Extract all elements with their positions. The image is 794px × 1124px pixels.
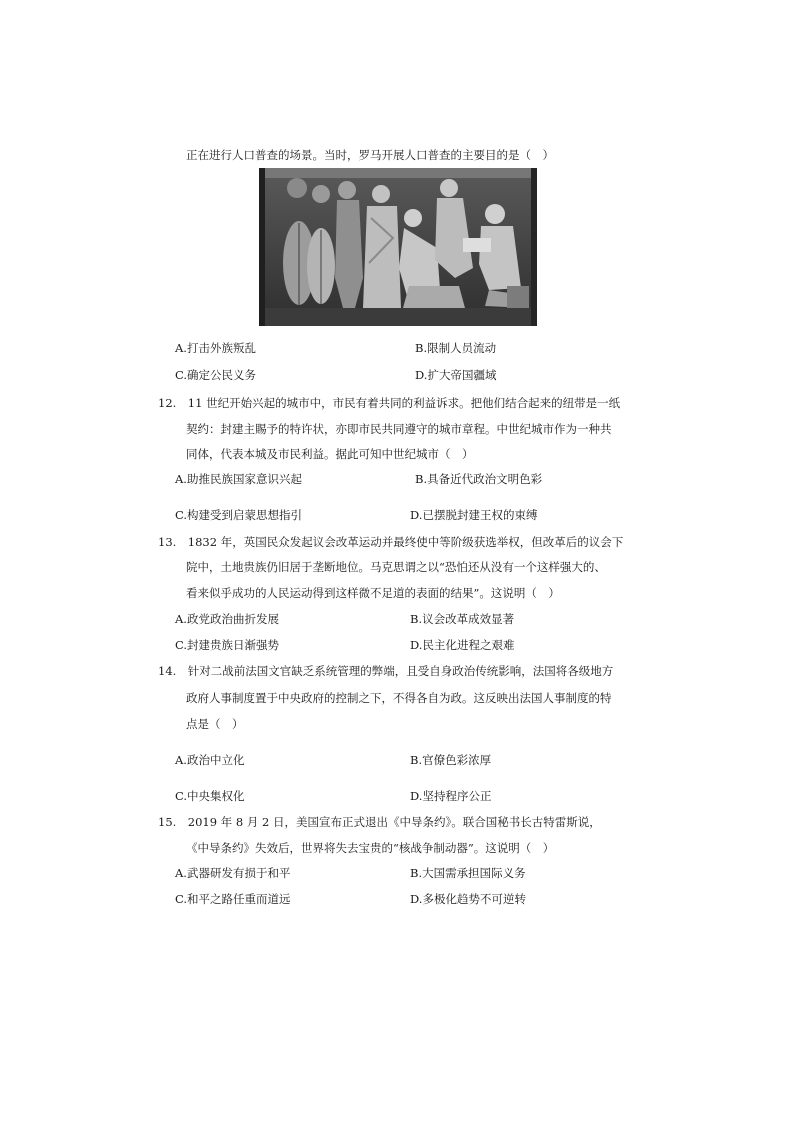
q13-stem-line2: 院中，土地贵族仍旧居于垄断地位。马克思谓之以“恐怕还从没有一个这样强大的、 [186,560,606,574]
q12-option-b: B.具备近代政治文明色彩 [415,472,543,486]
roman-census-relief-icon [259,168,537,326]
q13-stem-line3: 看来似乎成功的人民运动得到这样微不足道的表面的结果”。这说明（ ） [186,586,560,600]
q15-option-c: C.和平之路任重而道远 [175,892,291,906]
q12-option-c: C.构建受到启蒙思想指引 [175,508,303,522]
q12-option-d: D.已摆脱封建王权的束缚 [410,508,538,522]
q14-option-a: A.政治中立化 [175,753,245,767]
q11-option-d: D.扩大帝国疆域 [415,368,497,382]
q13-option-a: A.政党政治曲折发展 [175,612,279,626]
q12-stem-line1: 12. 11 世纪开始兴起的城市中，市民有着共同的利益诉求。把他们结合起来的纽带是一纸 [158,396,621,410]
q11-option-c: C.确定公民义务 [175,368,257,382]
q14-option-b: B.官僚色彩浓厚 [410,753,492,767]
q14-stem-line2: 政府人事制度置于中央政府的控制之下，不得各自为政。这反映出法国人事制度的特 [186,691,612,705]
q12-stem-line2: 契约：封建主賜予的特许状，亦即市民共同遵守的城市章程。中世纪城市作为一种共 [186,422,612,436]
q15-option-a: A.武器研发有损于和平 [175,866,291,880]
q11-option-a: A.打击外族叛乱 [175,341,256,355]
q15-stem-line1: 15. 2019 年 8 月 2 日，美国宣布正式退出《中导条约》。联合国秘书长古特雷斯说， [158,815,601,829]
q11-option-b: B.限制人员流动 [415,341,497,355]
q13-option-d: D.民主化进程之艰难 [410,638,515,652]
q12-stem-line3: 同体，代表本城及市民利益。据此可知中世纪城市（ ） [186,447,474,461]
q15-option-b: B.大国需承担国际义务 [410,866,526,880]
q13-option-b: B.议会改革成效显著 [410,612,515,626]
q14-stem-line3: 点是（ ） [186,717,244,731]
q15-option-d: D.多极化趋势不可逆转 [410,892,526,906]
q14-option-c: C.中央集权化 [175,789,245,803]
q14-option-d: D.坚持程序公正 [410,789,492,803]
q12-option-a: A.助推民族国家意识兴起 [175,472,302,486]
q14-stem-line1: 14. 针对二战前法国文官缺乏系统管理的弊端，且受自身政治传统影响，法国将各级地方 [158,664,614,678]
q15-stem-line2: 《中导条约》失效后，世界将失去宝贵的“核战争制动器”。这说明（ ） [186,841,555,855]
q13-stem-line1: 13. 1832 年，英国民众发起议会改革运动并最终使中等阶级获选举权，但改革后的议会下 [158,535,624,549]
q11-stem: 正在进行人口普查的场景。当时，罗马开展人口普查的主要目的是（ ） [186,148,554,162]
q13-option-c: C.封建贵族日渐强势 [175,638,280,652]
